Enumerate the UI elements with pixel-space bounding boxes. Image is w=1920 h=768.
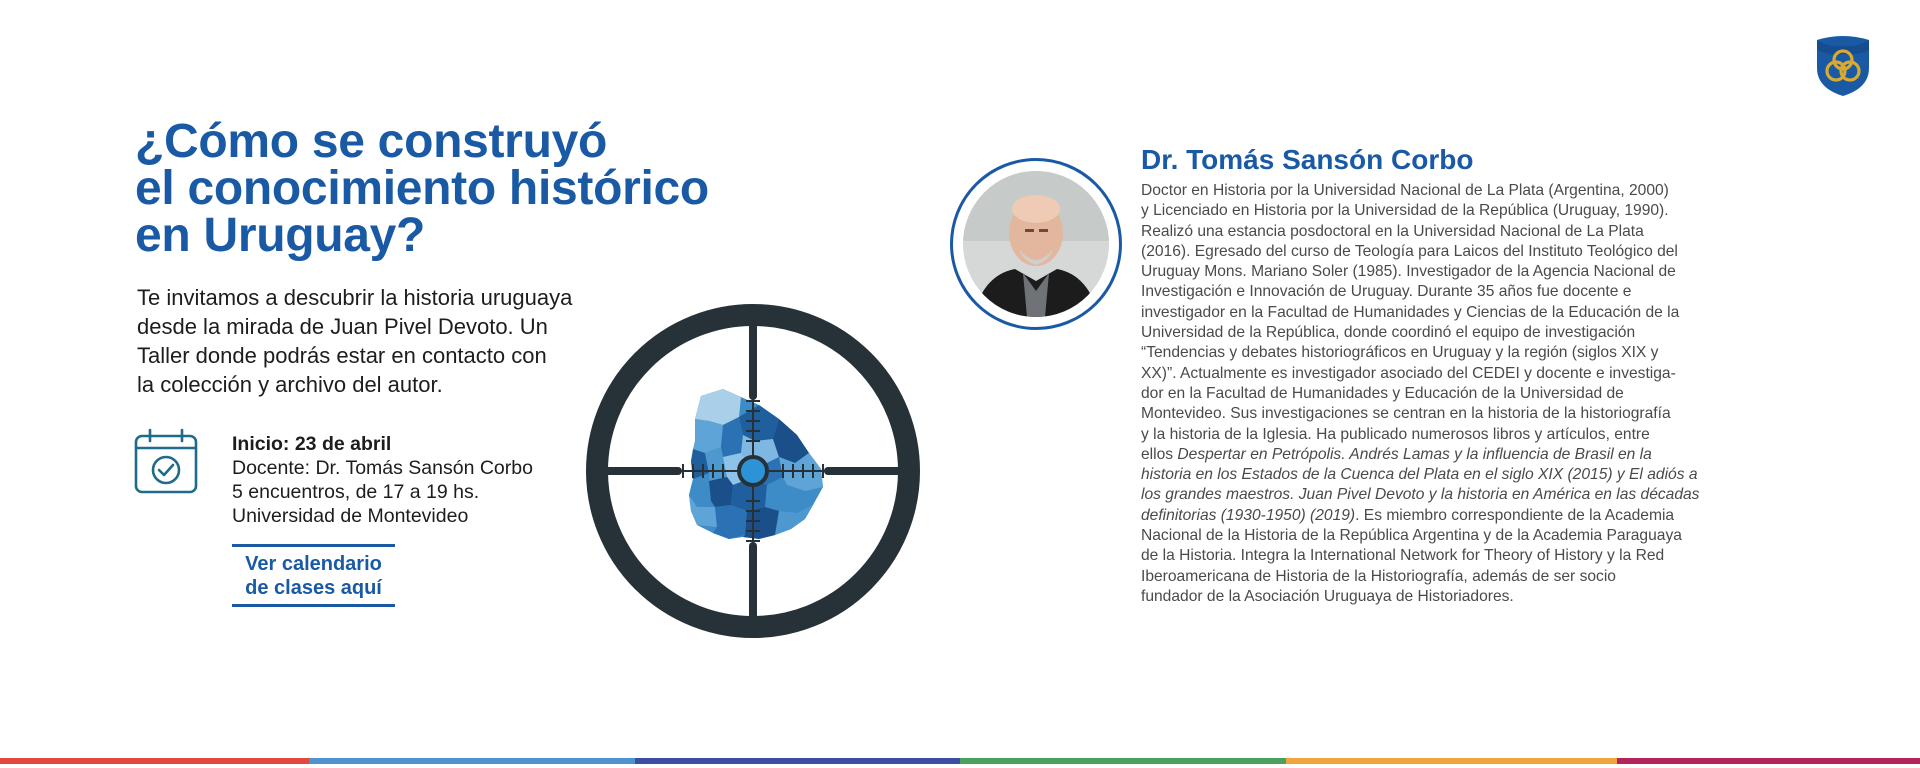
bio-line: Investigación e Innovación de Uruguay. Durante 35 años fue docente e (1141, 283, 1632, 301)
bio-line (1141, 506, 1741, 526)
bio-line: (2016). Egresado del curso de Teología para Laicos del Instituto Teológico del (1141, 242, 1678, 260)
title-line-2: el conocimiento histórico (135, 162, 709, 215)
bio-line: y Licenciado en Historia por la Universidad de la República (Uruguay, 1990). (1141, 202, 1669, 220)
teacher-name: Docente: Dr. Tomás Sansón Corbo (232, 457, 533, 479)
bio-line: Doctor en Historia por la Universidad Nacional de La Plata (Argentina, 2000) (1141, 182, 1669, 199)
instructor-photo (950, 158, 1122, 330)
session-info: 5 encuentros, de 17 a 19 hs. (232, 481, 480, 503)
bio-line (1141, 485, 1741, 505)
bio-line: “Tendencias y debates historiográficos en Uruguay y la región (siglos XIX y (1141, 344, 1659, 362)
bio-text: . Es miembro correspondiente de la Academia (1355, 506, 1675, 524)
crosshair-uruguay-map-icon (583, 301, 923, 641)
bio-line: Uruguay Mons. Mariano Soler (1985). Investigador de la Agencia Nacional de (1141, 263, 1676, 281)
cta-line-1: Ver calendario (245, 553, 382, 575)
bio-line: y la historia de la Iglesia. Ha publicado numerosos libros y artículos, entre (1141, 425, 1650, 443)
crosshair-illustration (583, 301, 923, 641)
venue: Universidad de Montevideo (232, 505, 469, 527)
bio-line: Iberoamericana de Historia de la Historiografía, además de ser socio (1141, 567, 1616, 585)
title-line-1: ¿Cómo se construyó (135, 115, 607, 168)
bio-line: investigador en la Facultad de Humanidades y Ciencias de la Educación de la (1141, 303, 1680, 321)
footer-color-stripe (0, 758, 1920, 764)
bio-book-title: Despertar en Petrópolis. Andrés Lamas y la influencia de Brasil en la (1177, 445, 1652, 463)
intro-paragraph (137, 283, 637, 399)
title-line-3: en Uruguay? (135, 209, 426, 262)
university-logo (1814, 34, 1872, 98)
bio-line: fundador de la Asociación Uruguaya de Historiadores. (1141, 587, 1514, 605)
bio-line: Realizó una estancia posdoctoral en la Universidad Nacional de La Plata (1141, 222, 1644, 240)
calendar-link-button[interactable] (232, 544, 395, 607)
stripe-segment (960, 758, 1286, 764)
bio-book-title: definitorias (1930-1950) (2019) (1141, 506, 1356, 524)
bio-line: Montevideo. Sus investigaciones se centran en la historia de la historiografía (1141, 405, 1671, 423)
instructor-portrait (963, 171, 1109, 317)
start-date: Inicio: 23 de abril (232, 433, 392, 455)
bio-line: de la Historia. Integra la International Network for Theory of History y la Red (1141, 547, 1665, 565)
bio-line (1141, 445, 1741, 465)
intro-line-1: Te invitamos a descubrir la historia uruguaya (137, 285, 573, 310)
stripe-segment (1286, 758, 1617, 764)
instructor-bio (1141, 181, 1741, 607)
bio-text: ellos (1141, 445, 1178, 463)
stripe-segment (635, 758, 960, 764)
calendar-check-icon (134, 428, 198, 496)
stripe-segment (1617, 758, 1920, 764)
intro-line-3: Taller donde podrás estar en contacto con (137, 343, 547, 368)
intro-line-2: desde la mirada de Juan Pivel Devoto. Un (137, 314, 548, 339)
bio-line: dor en la Facultad de Humanidades y Educación de la Universidad de (1141, 384, 1624, 402)
page-title (135, 115, 775, 262)
bio-line: XX)”. Actualmente es investigador asociado del CEDEI y docente e investiga- (1141, 364, 1676, 382)
bio-line: Universidad de la República, donde coordinó el equipo de investigación (1141, 324, 1636, 342)
instructor-name: Dr. Tomás Sansón Corbo (1141, 144, 1474, 175)
bio-book-title: historia en los Estados de la Cuenca del Plata en el siglo XIX (2015) y El adiós a (1141, 466, 1698, 484)
university-crest-icon (1814, 34, 1872, 98)
bio-book-title: los grandes maestros. Juan Pivel Devoto y la historia en América en las décadas (1141, 486, 1700, 504)
event-details (232, 432, 572, 528)
cta-line-2: de clases aquí (245, 577, 382, 599)
intro-line-4: la colección y archivo del autor. (137, 372, 443, 397)
bio-line (1141, 465, 1741, 485)
stripe-segment (0, 758, 309, 764)
stripe-segment (309, 758, 635, 764)
bio-line: Nacional de la Historia de la República Argentina y de la Academia Paraguaya (1141, 527, 1682, 545)
